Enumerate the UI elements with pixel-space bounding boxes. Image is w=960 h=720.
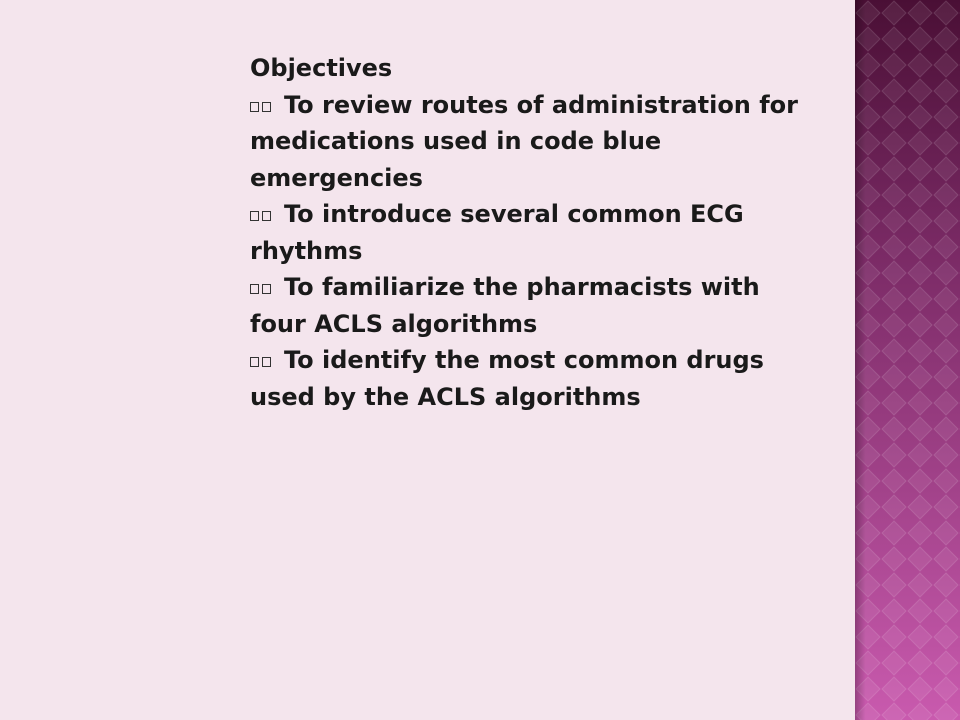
decorative-side-panel <box>855 0 960 720</box>
list-item-text: To introduce several common ECG rhythms <box>250 200 744 265</box>
list-item <box>250 87 810 197</box>
slide-heading: Objectives <box>250 54 393 82</box>
list-item <box>250 196 810 269</box>
list-item-text: To identify the most common drugs used by the ACLS algorithms <box>250 346 764 411</box>
list-item <box>250 342 810 415</box>
double-box-bullet-icon <box>250 87 274 124</box>
double-box-bullet-icon <box>250 342 274 379</box>
list-item-text: To familiarize the pharmacists with four ACLS algorithms <box>250 273 760 338</box>
list-item <box>250 269 810 342</box>
double-box-bullet-icon <box>250 269 274 306</box>
double-box-bullet-icon <box>250 196 274 233</box>
objectives-text-block <box>250 50 810 415</box>
list-item-text: To review routes of administration for medications used in code blue emergencies <box>250 90 799 192</box>
